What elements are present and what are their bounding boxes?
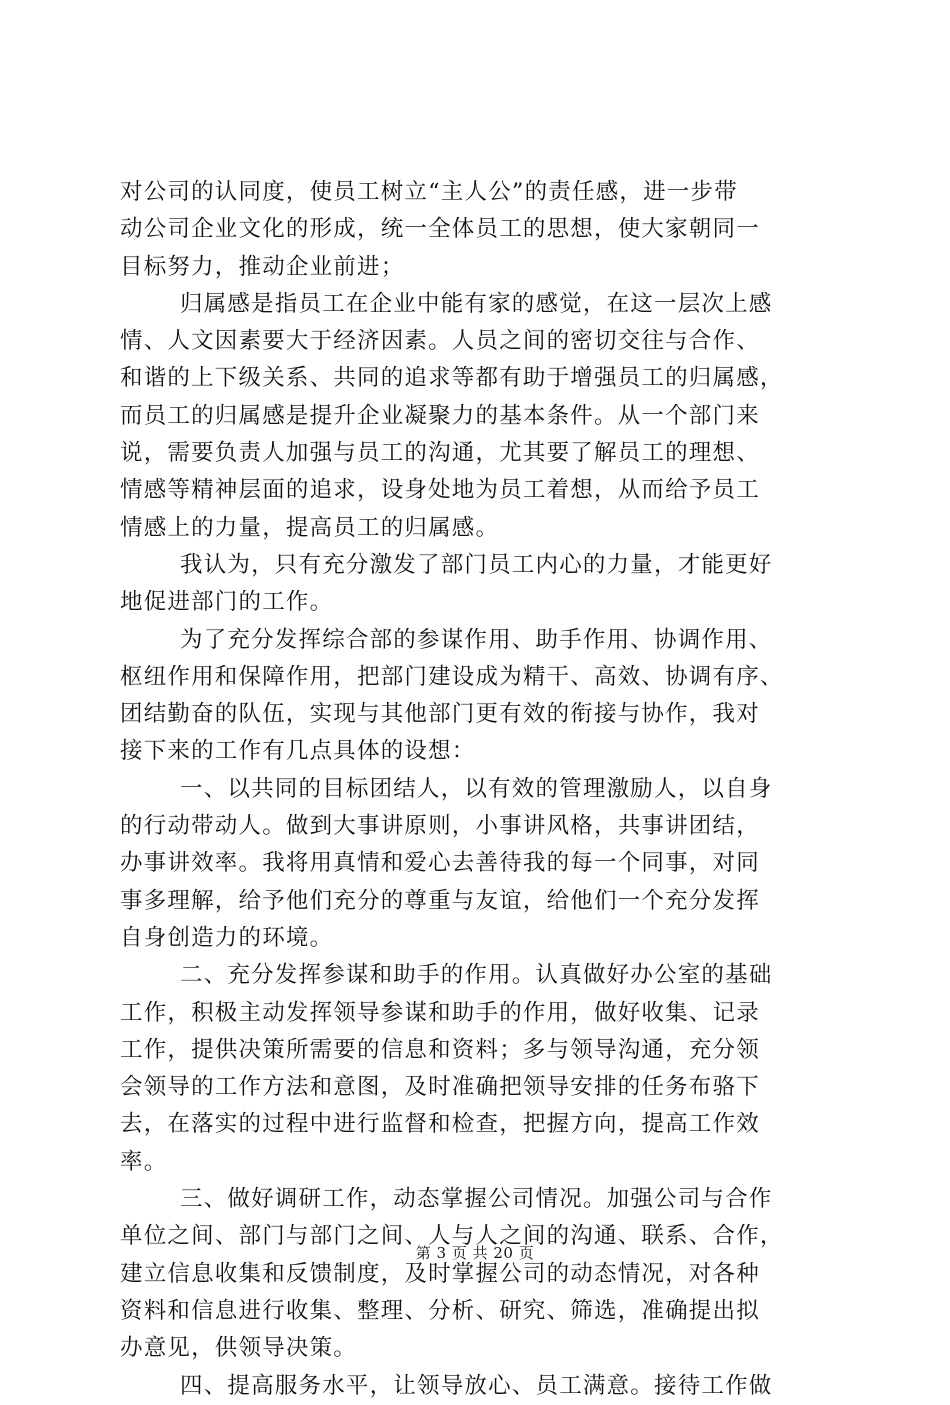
text-line: 二、充分发挥参谋和助手的作用。认真做好办公室的基础 [180, 962, 773, 989]
text-line: 的行动带动人。做到大事讲原则，小事讲风格，共事讲团结， [120, 813, 760, 840]
text-line: 目标努力，推动企业前进； [120, 253, 405, 280]
text-line: 情、人文因素要大于经济因素。人员之间的密切交往与合作、 [120, 328, 760, 355]
text-line: 自身创造力的环境。 [120, 924, 334, 951]
text-line: 资料和信息进行收集、整理、分析、研究、筛选，准确提出拟 [120, 1297, 760, 1324]
text-line: 三、做好调研工作，动态掌握公司情况。加强公司与合作 [180, 1186, 773, 1213]
text-line: 动公司企业文化的形成，统一全体员工的思想，使大家朝同一 [120, 216, 760, 243]
text-line: 四、提高服务水平，让领导放心、员工满意。接待工作做 [180, 1372, 773, 1399]
text-line: 办意见，供领导决策。 [120, 1335, 358, 1362]
text-line: 说，需要负责人加强与员工的沟通，尤其要了解员工的理想、 [120, 440, 760, 467]
text-line: 办事讲效率。我将用真情和爱心去善待我的每一个同事，对同 [120, 850, 760, 877]
text-line: 会领导的工作方法和意图，及时准确把领导安排的任务布骆下 [120, 1074, 760, 1101]
text-line: 和谐的上下级关系、共同的追求等都有助于增强员工的归属感， [120, 365, 784, 392]
text-line: 团结勤奋的队伍，实现与其他部门更有效的衔接与协作，我对 [120, 701, 760, 728]
body-text [120, 174, 832, 1405]
text-line: 情感上的力量，提高员工的归属感。 [120, 514, 500, 541]
text-line: 建立信息收集和反馈制度，及时掌握公司的动态情况，对各种 [120, 1260, 760, 1287]
text-line: 事多理解，给予他们充分的尊重与友谊，给他们一个充分发挥 [120, 887, 760, 914]
page-footer: 第 3 页 共 20 页 [415, 1244, 535, 1262]
text-line: 一、以共同的目标团结人，以有效的管理激励人，以自身 [180, 775, 773, 802]
text-line: 归属感是指员工在企业中能有家的感觉，在这一层次上感 [180, 290, 773, 317]
text-line: 枢纽作用和保障作用，把部门建设成为精干、高效、协调有序、 [120, 663, 784, 690]
text-line: 地促进部门的工作。 [120, 589, 334, 616]
text-line: 工作，积极主动发挥领导参谋和助手的作用，做好收集、记录 [120, 999, 760, 1026]
text-line: 我认为，只有充分激发了部门员工内心的力量，才能更好 [180, 551, 773, 578]
text-line: 为了充分发挥综合部的参谋作用、助手作用、协调作用、 [180, 626, 773, 653]
text-line: 对公司的认同度，使员工树立“主人公”的责任感，进一步带 [120, 179, 738, 205]
text-line: 工作，提供决策所需要的信息和资料；多与领导沟通，充分领 [120, 1036, 760, 1063]
text-line: 情感等精神层面的追求，设身处地为员工着想，从而给予员工 [120, 477, 760, 504]
text-line: 单位之间、部门与部门之间、人与人之间的沟通、联系、合作， [120, 1223, 784, 1250]
text-line: 接下来的工作有几点具体的设想： [120, 738, 476, 765]
text-line: 去，在落实的过程中进行监督和检查，把握方向，提高工作效 [120, 1111, 760, 1138]
text-line: 率。 [120, 1148, 168, 1175]
text-line: 而员工的归属感是提升企业凝聚力的基本条件。从一个部门来 [120, 402, 760, 429]
